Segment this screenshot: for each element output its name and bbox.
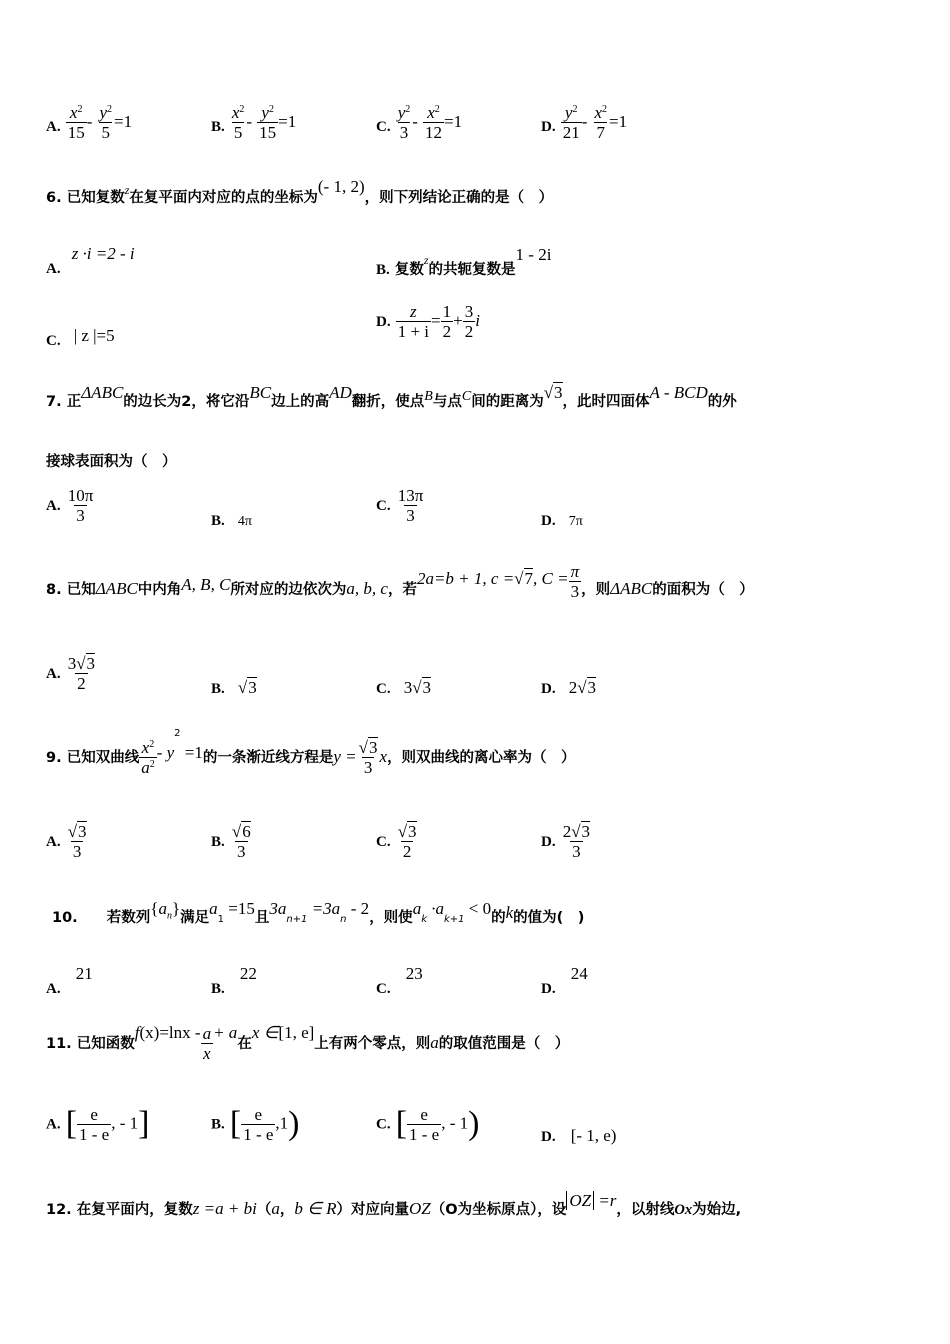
q7-sqrt: √3 [543, 383, 563, 402]
exponent: 2 [107, 104, 112, 115]
coef: 3 [403, 678, 413, 697]
q10-text: 且 [254, 910, 270, 926]
q10-text: 的 [491, 910, 506, 926]
coef: 2 [562, 822, 572, 841]
q6-b-math: 1 - 2i [515, 245, 552, 264]
q10-text: 的值为( ) [513, 910, 585, 926]
plus: + [453, 311, 463, 330]
q6-option-a [46, 244, 135, 277]
option-label: B. [211, 681, 225, 697]
q8-sqrt7: √7 [514, 569, 534, 588]
q8-option-c: C. 3√3 [376, 678, 432, 697]
q6-point: (- 1, 2) [317, 177, 365, 196]
q10-option-d [541, 964, 588, 997]
q6-d-d2: 2 [464, 322, 474, 341]
q11-text: 上有两个零点，则 [314, 1036, 431, 1052]
q12-text: ， [279, 1202, 295, 1218]
q11-stem [46, 1024, 569, 1063]
q6-d-i: i [475, 311, 480, 330]
q6-d-d1: 2 [442, 322, 452, 341]
exponent: 2 [149, 759, 155, 770]
q12-text: 为始边, [692, 1202, 742, 1218]
q9-y: y = [333, 747, 357, 766]
q5-c-num2: x [427, 103, 435, 122]
q5-b-den2: 15 [259, 123, 277, 142]
question-number: 9. [46, 750, 62, 766]
radicand: 7 [524, 569, 534, 588]
q7-text: 边上的高 [271, 394, 330, 410]
q6-c-math: | z |=5 [73, 326, 115, 345]
q12-text: （ [256, 1202, 272, 1218]
q7-text: 与点 [432, 394, 462, 410]
question-number: 6. [46, 190, 62, 206]
q9-a-den: 3 [72, 842, 82, 861]
q7-bc: BC [249, 383, 272, 402]
minus-sign: - [246, 112, 253, 131]
q10-dot: ·a [426, 899, 444, 918]
option-label: D. [541, 981, 556, 997]
q7-text: ，此时四面体 [562, 394, 650, 410]
q10-option-c [376, 964, 423, 997]
exponent: 2 [434, 104, 440, 115]
q5-c-den1: 3 [399, 123, 409, 142]
q11-option-c: C. [ $\frac{e}{1 - e}$ , - 1) [376, 1104, 480, 1144]
q10-text: ，则使 [369, 910, 413, 926]
q12-stem [46, 1191, 742, 1219]
q7-d-val: 7π [568, 514, 583, 529]
option-label: A. [46, 834, 61, 850]
q10-a1: a [209, 899, 218, 918]
option-label: B. [211, 119, 225, 135]
subscript: 1 [217, 914, 224, 926]
q8-three: 3 [570, 582, 580, 601]
exponent: 2 [268, 104, 274, 115]
q5-option-b [211, 103, 296, 142]
option-label: B. [376, 262, 390, 278]
q10-an: a [158, 899, 167, 918]
option-label: D. [541, 834, 556, 850]
q7-stem-line2 [46, 450, 177, 471]
q7-tetrahedron: A - BCD [649, 383, 708, 402]
q10-c-val: 23 [405, 964, 423, 983]
q5-c-rhs: =1 [444, 112, 463, 131]
q6-d-den: 1 + i [397, 322, 429, 341]
option-label: B. [211, 834, 225, 850]
q5-a-den2: 5 [101, 123, 110, 142]
q8-text: ，若 [387, 582, 417, 598]
option-label: C. [376, 498, 391, 514]
radicand: 3 [78, 822, 87, 841]
minus-sign: - [581, 112, 588, 131]
radicand: 3 [369, 738, 378, 757]
q9-text: 的一条渐近线方程是 [202, 750, 334, 766]
q6-text: 在复平面内对应的点的坐标为 [129, 190, 318, 206]
q7-point-c: C [461, 389, 472, 404]
q7-text: 接球表面积为（ ） [46, 454, 177, 470]
q9-text: ，则双曲线的离心率为（ ） [387, 750, 576, 766]
option-label: A. [46, 261, 61, 277]
option-label: C. [46, 333, 61, 349]
q8-option-d: D. 2√3 [541, 678, 597, 697]
q11-text: 的取值范围是（ ） [438, 1036, 570, 1052]
q12-text: （O为坐标原点），设 [430, 1202, 567, 1218]
radicand: 3 [248, 678, 257, 697]
q10-text: 满足 [180, 910, 210, 926]
q9-a: a [141, 758, 150, 777]
q11-b-num: e [254, 1104, 263, 1124]
q5-d-den2: 7 [596, 123, 605, 142]
q7-option-d [541, 510, 583, 530]
subscript: n+1 [286, 914, 308, 926]
q11-c-den: 1 - e [409, 1124, 440, 1144]
q12-text: 在复平面内，复数 [76, 1202, 193, 1218]
q9-b-den: 3 [237, 842, 246, 861]
option-label: C. [376, 119, 391, 135]
q9-option-b: B. $\frac{√6}{3}$ [211, 822, 251, 861]
q10-lt: < 0 [464, 899, 492, 918]
q8-text: ，则 [581, 582, 611, 598]
q11-c-tail: , - 1 [441, 1113, 469, 1133]
option-label: D. [376, 314, 391, 330]
q8-condition: 2a=b + 1, c = [416, 569, 515, 588]
q7-option-a [46, 486, 95, 525]
q8-sides: a, b, c [346, 579, 388, 598]
option-label: D. [541, 681, 556, 697]
q9-xv: x [379, 747, 388, 766]
q5-option-d [541, 103, 627, 142]
q5-b-den1: 5 [233, 123, 243, 142]
q5-option-c [376, 103, 462, 142]
q10-stem: 10. 若数列$\{a_n\}$满足$a_1 =15$且$3a_{n+1} =3a_n - 2$，则使$a_k \cdot a_{k+1} < 0$的k的值为( ) [52, 899, 585, 926]
q9-c-den: 2 [402, 842, 412, 861]
q7-text: 的边长为2，将它沿 [123, 394, 250, 410]
q11-xin: x ∈ [251, 1023, 279, 1042]
q5-a-num1: x [69, 103, 78, 122]
q12-text: ）对应向量 [336, 1202, 410, 1218]
q11-a-den: 1 - e [79, 1124, 110, 1144]
exponent: 2 [602, 104, 607, 115]
q12-z: z =a + bi [192, 1199, 257, 1218]
coef: 2 [568, 678, 578, 697]
q11-a-tail: , - 1 [111, 1113, 139, 1133]
q7-point-b: B [424, 389, 433, 404]
q11-x: (x) [139, 1023, 160, 1042]
option-label: C. [376, 681, 391, 697]
q10-text: 若数列 [106, 910, 151, 926]
radicand: 3 [422, 678, 432, 697]
q8-stem [46, 562, 754, 609]
q12-text: ，以射线 [616, 1202, 675, 1218]
q8-option-b: B. √3 [211, 678, 257, 697]
q5-b-num2: y [261, 103, 269, 122]
q6-d-num: z [410, 302, 417, 321]
q6-stem [46, 177, 554, 207]
exponent: 2 [77, 104, 83, 115]
q7-b-val: 4π [237, 514, 252, 529]
q5-c-den2: 12 [425, 123, 442, 142]
question-number: 11. [46, 1036, 72, 1052]
q9-d-den: 3 [572, 842, 581, 861]
q7-triangle: ΔABC [81, 383, 124, 402]
q10-k: k [505, 903, 514, 922]
option-label: A. [46, 498, 61, 514]
q7-option-b [211, 510, 252, 530]
q6-z: z [124, 183, 130, 197]
radicand: 3 [581, 822, 591, 841]
q10-rec: =3a [307, 899, 341, 918]
q7-text: 间的距离为 [471, 394, 544, 410]
q7-text: 的外 [707, 394, 737, 410]
q8-pi: π [570, 562, 580, 581]
q11-interval: [1, e] [278, 1023, 315, 1042]
option-label: C. [376, 834, 391, 850]
q7-stem [46, 383, 737, 411]
q11-plus: + a [213, 1023, 238, 1042]
q6-option-d [376, 302, 480, 341]
subscript: n [166, 910, 172, 922]
q7-a-num: 10π [67, 486, 94, 505]
q5-b-num1: x [231, 103, 240, 122]
option-label: A. [46, 119, 61, 135]
radicand: 3 [86, 654, 96, 673]
q9-option-c: C. $\frac{√3}{2}$ [376, 822, 417, 861]
q7-c-den: 3 [406, 506, 415, 525]
radicand: 3 [408, 822, 417, 841]
exponent: 2 [239, 104, 245, 115]
q6-d-n2: 3 [464, 302, 474, 321]
q9-option-d: D. $\frac{2√3}{3}$ [541, 822, 591, 861]
q11-b-den: 1 - e [243, 1124, 274, 1144]
option-label: D. [541, 119, 556, 135]
radicand: 3 [587, 678, 597, 697]
q8-text: 所对应的边依次为 [230, 582, 347, 598]
q6-a-math: z ·i =2 - i [71, 244, 135, 263]
exponent: 2 [572, 104, 578, 115]
exponent: 2 [174, 728, 181, 739]
option-label: A. [46, 1116, 61, 1133]
q9-text: 已知双曲线 [66, 750, 140, 766]
option-label: A. [46, 981, 61, 997]
q11-option-a: A. [ $\frac{e}{1 - e}$ , - 1] [46, 1104, 150, 1144]
question-number: 8. [46, 582, 62, 598]
q9-eq: =1 [180, 743, 203, 762]
q11-a: a [430, 1033, 439, 1052]
q7-ad: AD [329, 383, 352, 402]
option-label: A. [46, 666, 61, 682]
q12-eqr: =r [594, 1191, 617, 1210]
q10-option-a [46, 964, 93, 997]
q5-d-num2: x [594, 103, 602, 122]
q12-ozabs: OZ [566, 1191, 594, 1210]
q5-d-den1: 21 [562, 123, 580, 142]
subscript: n [340, 914, 347, 926]
minus-sign: - [412, 112, 418, 131]
q7-option-c [376, 486, 425, 525]
option-label: D. [541, 513, 556, 529]
q5-a-rhs: =1 [114, 112, 133, 131]
coef: 3 [67, 654, 77, 673]
q6-b-text: 的共轭复数是 [428, 262, 516, 278]
q6-option-c [46, 326, 115, 349]
q8-option-a: A. $\frac{3√3}{2}$ [46, 654, 96, 693]
subscript: k+1 [443, 914, 465, 926]
q8-triangle: ΔABC [610, 579, 653, 598]
q7-a-den: 3 [76, 506, 85, 525]
q9-x: x [141, 738, 150, 757]
q6-text: ，则下列结论正确的是（ ） [364, 190, 554, 206]
q11-text: 在 [237, 1036, 252, 1052]
q8-text: 中内角 [137, 582, 182, 598]
q5-b-rhs: =1 [278, 112, 297, 131]
q6-b-z: z [423, 253, 429, 267]
option-label: C. [376, 981, 391, 997]
q10-option-b [211, 964, 257, 997]
q8-triangle: ΔABC [95, 579, 138, 598]
q11-ad: x [203, 1044, 211, 1063]
q5-a-den1: 15 [67, 123, 85, 142]
subscript: k [421, 914, 427, 926]
q10-d-val: 24 [570, 964, 588, 983]
q11-eq: =lnx - [159, 1023, 201, 1042]
q5-d-num1: y [564, 103, 573, 122]
q12-oz: OZ [409, 1199, 431, 1218]
q10-ak: a [412, 899, 422, 918]
minus-sign: - [86, 112, 93, 131]
q5-option-a [46, 103, 132, 142]
option-label: B. [211, 513, 225, 529]
q12-ox: Ox [674, 1202, 693, 1218]
q11-option-b: B. [ $\frac{e}{1 - e}$ ,1) [211, 1104, 300, 1144]
q10-rec: 3a [269, 899, 287, 918]
radicand: 3 [554, 383, 563, 402]
q11-text: 已知函数 [76, 1036, 135, 1052]
q8-angles: A, B, C [181, 575, 231, 594]
q12-a: a [271, 1199, 280, 1218]
q11-a-num: e [90, 1104, 98, 1124]
q7-text: 翻折，使点 [351, 394, 425, 410]
q9-three: 3 [363, 758, 373, 777]
option-label: D. [541, 1129, 556, 1145]
option-label: B. [211, 1116, 225, 1133]
q6-option-b [376, 244, 552, 278]
q9-stem: 9. 已知双曲线 $\frac{x^2}{a^2}$ - $y^2 =1$的一条渐近线方程是y = $\frac{√3}{3}$ x，则双曲线的离心率为（ ） [46, 728, 576, 777]
q11-c-num: e [420, 1104, 428, 1124]
q11-d-val: [- 1, e) [570, 1126, 617, 1145]
q8-condition: , C = [533, 569, 569, 588]
q11-f: f [134, 1023, 140, 1042]
q10-b-val: 22 [239, 964, 257, 983]
equals: = [431, 311, 441, 330]
q6-text: 已知复数 [66, 190, 125, 206]
q8-a-den: 2 [77, 674, 86, 693]
exponent: 2 [149, 739, 155, 750]
q5-a-num2: y [99, 103, 107, 122]
q11-b-tail: ,1 [275, 1113, 289, 1133]
q7-c-num: 13π [397, 486, 424, 505]
q6-d-n1: 1 [442, 302, 452, 321]
q12-bin: b ∈ R [294, 1199, 337, 1218]
q11-option-d [541, 1126, 616, 1146]
q11-an: a [202, 1024, 212, 1043]
question-number: 12. [46, 1202, 72, 1218]
q5-c-num1: y [397, 103, 406, 122]
q8-text: 的面积为（ ） [652, 582, 754, 598]
q9-option-a: A. $\frac{√3}{3}$ [46, 822, 87, 861]
q5-d-rhs: =1 [609, 112, 628, 131]
option-label: B. [211, 981, 225, 997]
option-label: C. [376, 1116, 391, 1133]
q10-a-val: 21 [75, 964, 93, 983]
q6-b-text: 复数 [394, 262, 424, 278]
exponent: 2 [405, 104, 411, 115]
q10-eq: =15 [224, 899, 255, 918]
q10-rec: - 2 [346, 899, 370, 918]
q7-text: 正 [66, 394, 82, 410]
radicand: 6 [242, 822, 251, 841]
q9-rest: - y [156, 743, 175, 762]
q8-text: 已知 [66, 582, 96, 598]
question-number: 7. [46, 394, 62, 410]
question-number: 10. [52, 910, 78, 926]
